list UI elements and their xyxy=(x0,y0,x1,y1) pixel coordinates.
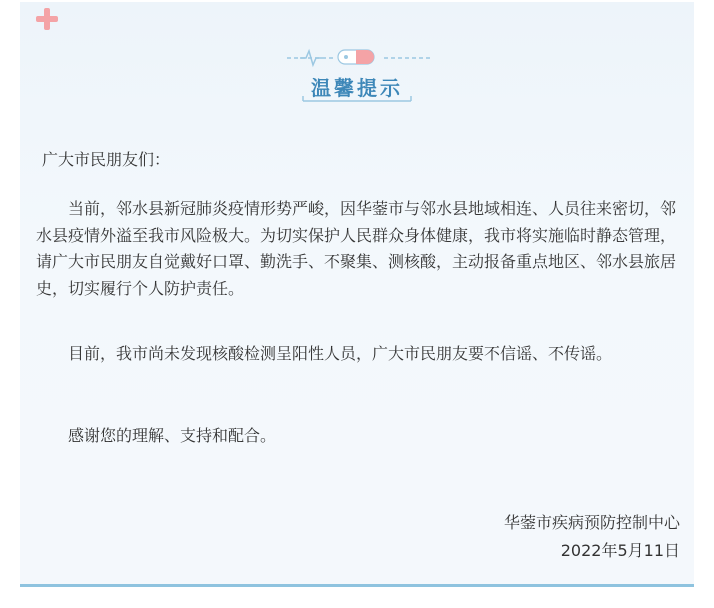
paragraph-situation: 当前，邻水县新冠肺炎疫情形势严峻，因华蓥市与邻水县地域相连、人员往来密切，邻水县疫情外溢至我市风险极大。为切实保护人民群众身体健康，我市将实施临时静态管理，请广大市民朋友自觉戴好口罩、勤洗手、不聚集、测核酸，主动报备重点地区、邻水县旅居史，切实履行个人防护责任。 xyxy=(36,199,677,298)
medical-cross-icon xyxy=(36,8,58,30)
paragraph-thanks: 感谢您的理解、支持和配合。 xyxy=(68,426,277,445)
issue-date: 2022年5月11日 xyxy=(560,541,680,560)
paragraph-rumors: 目前，我市尚未发现核酸检测呈阳性人员，广大市民朋友要不信谣、不传谣。 xyxy=(68,344,613,363)
greeting: 广大市民朋友们： xyxy=(42,150,171,169)
notice-title: 温馨提示 xyxy=(311,76,403,100)
issuing-organization: 华蓥市疾病预防控制中心 xyxy=(503,513,680,532)
bottom-divider xyxy=(20,584,694,587)
capsule-icon xyxy=(338,50,374,64)
